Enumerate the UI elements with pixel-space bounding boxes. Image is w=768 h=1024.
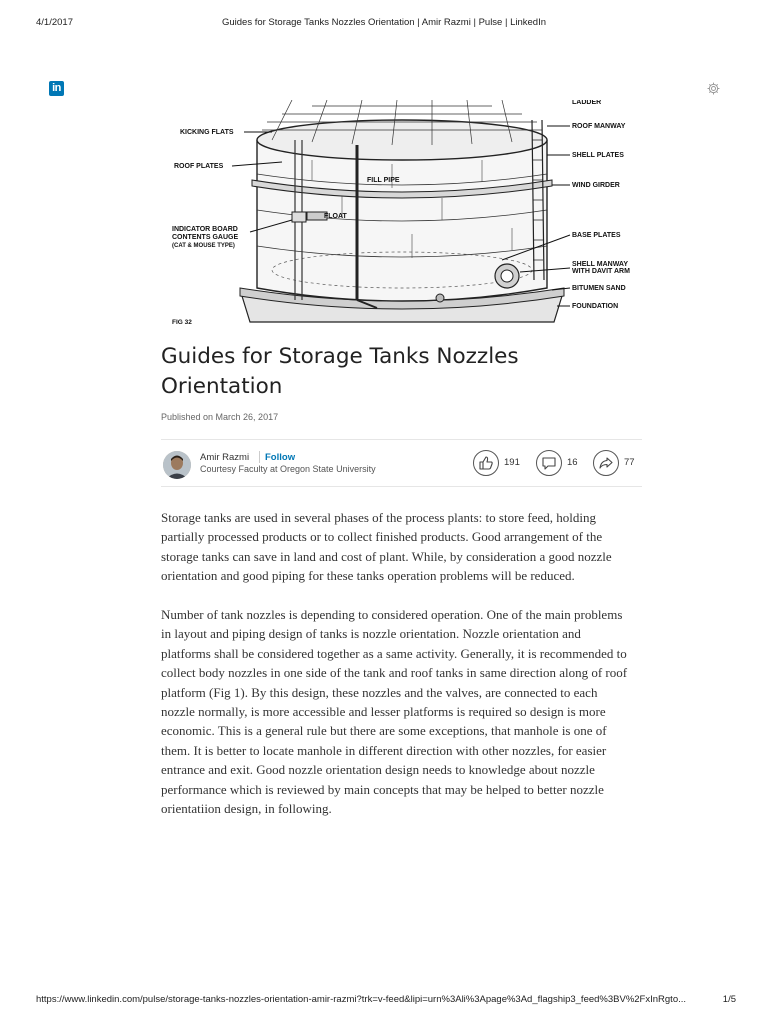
svg-text:CONTENTS GAUGE: CONTENTS GAUGE <box>172 234 239 241</box>
svg-text:KICKING FLATS: KICKING FLATS <box>180 129 234 136</box>
svg-text:FILL PIPE: FILL PIPE <box>367 177 400 184</box>
comment-icon <box>541 455 557 471</box>
thumbs-up-icon <box>478 455 494 471</box>
svg-text:BITUMEN SAND: BITUMEN SAND <box>572 285 626 292</box>
svg-text:ROOF PLATES: ROOF PLATES <box>174 163 224 170</box>
divider <box>161 486 642 487</box>
article-paragraph: Storage tanks are used in several phases of the process plants: to store feed, holding partially processed products or to collect finished products. Good arrangement of the storage tanks can save in land and cost of plant. While, by consideration a good nozzle orientation and good piping for these tanks operation problems will be reduced. <box>161 510 612 584</box>
svg-text:WIND GIRDER: WIND GIRDER <box>572 182 620 189</box>
article-paragraph: Number of tank nozzles is depending to considered operation. One of the main problems in layout and piping design of tanks is nozzle orientation. Nozzle orientation and platforms shall be considered together as a same activity. Generally, it is recommended to collect body nozzles in one side of the tank and roof tanks in same direction along of roof platform (Fig 1). By this design, these nozzles and the valves, are connected to each nozzle normally, is more accessible and lesser platforms is required so design is more economic. This is a general rule but there are some exceptions, that manhole is one of them. It is better to locate manhole in different direction with other nozzles, for easier entrance and exit. Good nozzle orientation design needs to knowledge about nozzle performance which is reviewed by main concepts that may be helped to better nozzle orientatiion design, in following. <box>161 607 628 817</box>
svg-text:ROOF MANWAY: ROOF MANWAY <box>572 123 626 130</box>
author-name-link[interactable]: Amir Razmi <box>200 452 250 463</box>
divider <box>161 439 642 440</box>
print-header <box>0 17 768 31</box>
article-title: Guides for Storage Tanks Nozzles Orientation <box>161 344 519 399</box>
svg-text:FLOAT: FLOAT <box>324 213 347 220</box>
linkedin-logo-icon[interactable]: in <box>49 81 64 96</box>
svg-text:FOUNDATION: FOUNDATION <box>572 303 619 310</box>
share-count: 77 <box>624 457 635 468</box>
gear-icon[interactable] <box>706 81 721 96</box>
author-headline: Courtesy Faculty at Oregon State University <box>200 464 376 474</box>
like-count: 191 <box>504 457 520 468</box>
published-date: Published on March 26, 2017 <box>161 412 279 422</box>
svg-text:BASE PLATES: BASE PLATES <box>572 232 621 239</box>
comment-count: 16 <box>567 457 578 468</box>
like-circle <box>473 450 499 476</box>
svg-text:SHELL MANWAY: SHELL MANWAY <box>572 261 629 268</box>
svg-text:INDICATOR BOARD: INDICATOR BOARD <box>172 226 238 233</box>
svg-text:WITH DAVIT ARM: WITH DAVIT ARM <box>572 268 630 275</box>
follow-button[interactable]: Follow <box>265 452 296 463</box>
print-page-number: 1/5 <box>722 994 736 1005</box>
print-url: https://www.linkedin.com/pulse/storage-tanks-nozzles-orientation-amir-razmi?trk=v-feed&lipi=urn%3Ali%3Apage%3Ad_flagship3_feed%3BV%2FxInRgto... <box>36 994 687 1005</box>
separator <box>259 451 260 463</box>
share-arrow-icon <box>598 455 614 471</box>
author-avatar[interactable] <box>163 451 191 479</box>
svg-text:LADDER: LADDER <box>572 100 602 106</box>
hero-tank-diagram <box>162 100 642 326</box>
print-footer <box>0 994 768 1008</box>
svg-text:SHELL PLATES: SHELL PLATES <box>572 152 624 159</box>
comment-circle <box>536 450 562 476</box>
print-date: 4/1/2017 <box>36 17 73 28</box>
svg-text:(CAT & MOUSE TYPE): (CAT & MOUSE TYPE) <box>172 243 235 249</box>
svg-text:FIG 32: FIG 32 <box>172 319 192 326</box>
share-circle <box>593 450 619 476</box>
print-document-title: Guides for Storage Tanks Nozzles Orientation | Amir Razmi | Pulse | LinkedIn <box>221 17 547 28</box>
